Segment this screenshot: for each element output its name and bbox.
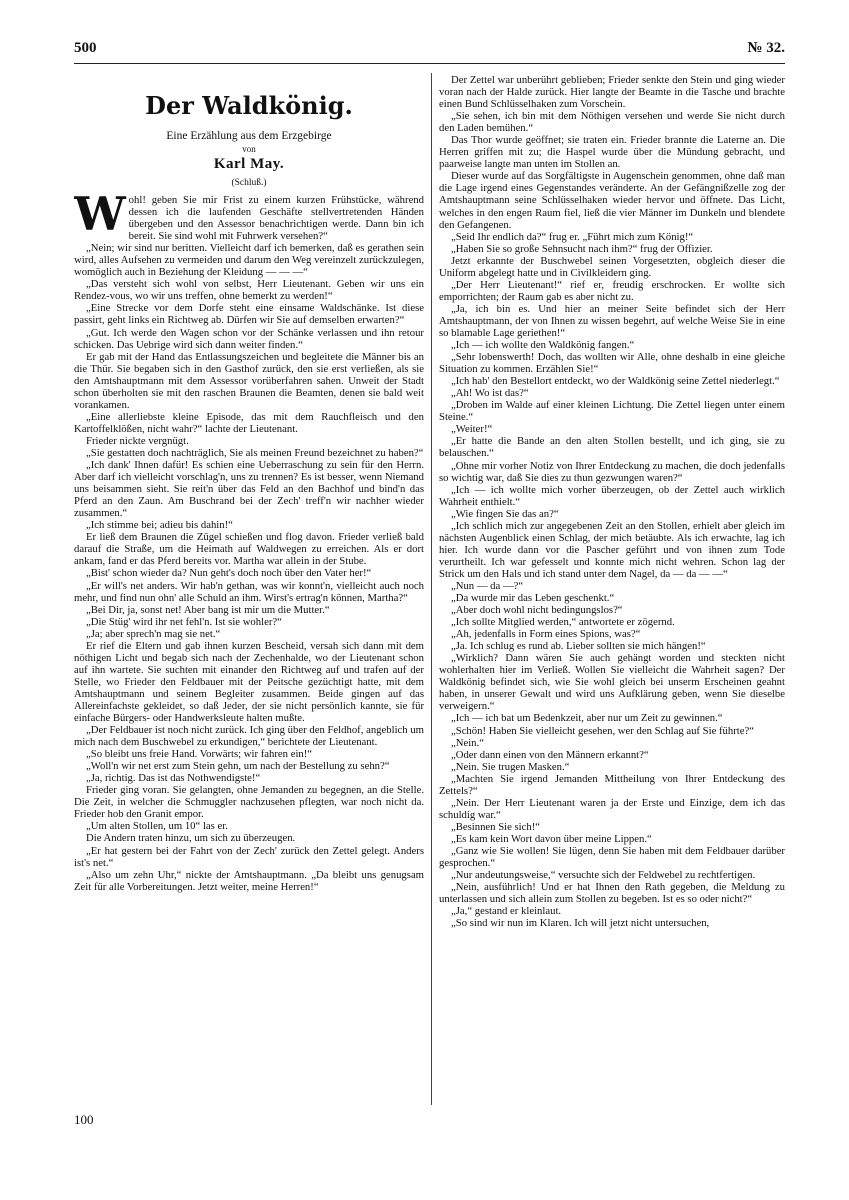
paragraph: „Der Feldbauer ist noch nicht zurück. Ich ging über den Feldhof, angeblich um mich nach dem Buschwebel zu erkundigen,“ berichtete der Lieutenant. [74, 724, 424, 749]
paragraph: Er rief die Eltern und gab ihnen kurzen Bescheid, versah sich dann mit dem nöthigen Licht und begab sich nach der Zechenhalde, wo der Lieutenant schon auf ihn wartete. Sie suchten mit einander den Richtweg auf und trafen auf der Stelle, wo Frieder den Feldbauer mit der Peitsche gezüchtigt hatte, mit dem Amtshauptmann und seinem Begleiter zusammen. Beide gingen auf das Allereinfachste gekleidet, so daß Jeder, der sie nicht persönlich kannte, sie für einfache Bürgers- oder Handwerksleute halten mußte. [74, 639, 424, 725]
article-title: Der Waldkönig. [145, 91, 353, 120]
paragraph: „Sie gestatten doch nachträglich, Sie als meinen Freund bezeichnet zu haben?“ [86, 446, 424, 459]
paragraph: „Gut. Ich werde den Wagen schon vor der Schänke verlassen und ihn retour schicken. Das Uebrige wird sich dann weiter finden.“ [74, 326, 424, 351]
paragraph: „Schön! Haben Sie vielleicht gesehen, wer den Schlag auf Sie führte?“ [451, 724, 754, 737]
paragraph: „So bleibt uns freie Hand. Vorwärts; wir fahren ein!“ [86, 748, 313, 761]
paragraph: „Der Herr Lieutenant!“ rief er, freudig erschrocken. Er wollte sich emporrichten; der Raum gab es aber nicht zu. [439, 278, 785, 303]
article-author: Karl May. [213, 156, 285, 172]
paragraph [74, 187, 424, 243]
paragraph: „Er hat gestern bei der Fahrt von der Zech' zurück den Zettel gelegt. Anders ist's net.“ [74, 844, 424, 869]
paragraph: „Ich stimme bei; adieu bis dahin!“ [86, 519, 233, 532]
paragraph: „Ja, richtig. Das ist das Nothwendigste!“ [86, 772, 261, 785]
paragraph: „Also um zehn Uhr,“ nickte der Amtshauptmann. „Da bleibt uns genugsam Zeit für alle Vorbereitungen. Jetzt weiter, meine Herren!“ [74, 868, 424, 893]
initial-letter: W [74, 187, 126, 241]
paragraph: „Weiter!“ [451, 423, 493, 436]
paragraph: „Sehr lobenswerth! Doch, das wollten wir Alle, ohne deshalb in eine gleiche Situation zu kommen. Erzählen Sie!“ [439, 351, 785, 376]
footer-number: 100 [74, 1112, 94, 1127]
right-paragraphs [439, 74, 785, 929]
column-divider [431, 73, 432, 1105]
paragraph: „Ja,“ gestand er kleinlaut. [451, 905, 562, 918]
paragraph: „Ja, ich bin es. Und hier an meiner Seite befindet sich der Herr Amtshauptmann, der von Ihnen zu wissen begehrt, auf welche Weise Sie in eine so blamable Lage geriethen!“ [439, 302, 785, 339]
paragraph: Frieder ging voran. Sie gelangten, ohne Jemanden zu begegnen, an die Stelle. Die Zeit, in welcher die Schmuggler nachzusehen pflegten, war noch nicht da. Frieder hob den Granit empor. [74, 784, 424, 821]
paragraph: „Nein.“ [451, 736, 484, 749]
paragraph: „Machten Sie irgend Jemanden Mittheilung von Ihrer Entdeckung des Zettels?“ [439, 772, 785, 797]
paragraph: „Eine Strecke vor dem Dorfe steht eine einsame Waldschänke. Ist diese passirt, geht links ein Richtweg ab. Dürfen wir Sie auf demselben erwarten?“ [74, 302, 424, 327]
paragraph: „Seid Ihr endlich da?“ frug er. „Führt mich zum König!“ [451, 230, 694, 243]
paragraph: „Er will's net anders. Wir hab'n gethan, was wir konnt'n, vielleicht auch noch mehr, und find nun ohn' alle Schuld an ihm. Wirst's ertrag'n können, Martha?“ [74, 579, 424, 604]
article-von: von [242, 144, 256, 154]
paragraph: „Droben im Walde auf einer kleinen Lichtung. Die Zettel liegen unter einem Steine.“ [439, 399, 785, 424]
paragraph: Jetzt erkannte der Buschwebel seinen Vorgesetzten, obgleich dieser die Uniform abgelegt hatte und in Civilkleidern ging. [439, 254, 785, 279]
paragraph: „Aber doch wohl nicht bedingungslos?“ [451, 604, 623, 617]
paragraph: „Sie sehen, ich bin mit dem Nöthigen versehen und werde Sie nicht durch den Laden bemühen.“ [439, 110, 785, 135]
header-rule [74, 63, 785, 64]
paragraph: Das Thor wurde geöffnet; sie traten ein. Frieder brannte die Laterne an. Die Herren griffen mit zu; die Haspel wurde über die Mündung gebracht, und paarweise langte man unten im Stollen an. [439, 134, 785, 171]
article-subtitle: Eine Erzählung aus dem Erzgebirge [166, 130, 332, 142]
paragraph: „Haben Sie so große Sehnsucht nach ihm?“ frug der Offizier. [451, 242, 713, 255]
paragraph: „Bei Dir, ja, sonst net! Aber bang ist mir um die Mutter.“ [86, 603, 330, 616]
page-number: 500 [74, 40, 97, 56]
paragraph: „Besinnen Sie sich!“ [451, 820, 541, 833]
paragraph: „Eine allerliebste kleine Episode, das mit dem Rauchfleisch und den Kartoffelklößen, nicht wahr?“ lachte der Lieutenant. [74, 410, 424, 435]
paragraph: „Nein; wir sind nur beritten. Vielleicht darf ich bemerken, daß es gerathen sein wird, alles Aufsehen zu vermeiden und darum den Weg vereinzelt zurückzulegen, womöglich auch in Beziehung der Kleidung — — —“ [74, 242, 424, 279]
article-note: (Schluß.) [231, 178, 267, 188]
paragraph: „Oder dann einen von den Männern erkannt?“ [451, 748, 649, 761]
paragraph: „Ohne mir vorher Notiz von Ihrer Entdeckung zu machen, die doch jedenfalls so wichtig war, daß Sie dies zu thun gezwungen waren?“ [439, 459, 785, 484]
paragraph: „Ich sollte Mitglied werden,“ antwortete er zögernd. [451, 616, 675, 629]
paragraph: „Er hatte die Bande an den alten Stollen bestellt, und ich ging, sie zu belauschen.“ [439, 435, 785, 460]
issue-number: № 32. [747, 40, 785, 56]
paragraph: „Da wurde mir das Leben geschenkt.“ [451, 592, 615, 605]
right-column [439, 74, 785, 1109]
paragraph: „Ich — ich bat um Bedenkzeit, aber nur um Zeit zu gewinnen.“ [451, 712, 723, 725]
paragraph: „Ich — ich wollte den Waldkönig fangen.“ [451, 339, 635, 352]
paragraph: „Nur andeutungsweise,“ versuchte sich der Feldwebel zu rechtfertigen. [451, 869, 756, 882]
paragraph: „Das versteht sich wohl von selbst, Herr Lieutenant. Geben wir uns ein Rendez-vous, wo wir uns treffen, ohne bemerkt zu werden!“ [74, 278, 424, 303]
paragraph: Frieder nickte vergnügt. [86, 434, 189, 447]
left-column [74, 74, 424, 1109]
paragraph: Die Andern traten hinzu, um sich zu überzeugen. [86, 832, 296, 845]
paragraph: „Wie fingen Sie das an?“ [451, 507, 559, 520]
left-paragraphs [74, 187, 424, 893]
paragraph: „Ich — ich wollte mich vorher überzeugen, ob der Zettel auch wirklich Wahrheit enthielt.“ [439, 483, 785, 508]
paragraph: „Nein, ausführlich! Und er hat Ihnen den Rath gegeben, die Meldung zu unterlassen und sich allein zum Stollen zu begeben. Ist es so oder nicht?“ [439, 881, 785, 906]
paragraph: „Um alten Stollen, um 10“ las er. [86, 820, 228, 833]
paragraph: „Es kam kein Wort davon über meine Lippen.“ [451, 832, 652, 845]
paragraph: „Ah! Wo ist das?“ [451, 387, 529, 400]
paragraph: „Wirklich? Dann wären Sie auch gehängt worden und steckten nicht wohlerhalten hier im Verließ. Wollen Sie vielleicht die Wahrheit sagen? Der Waldkönig befindet sich, wie Sie wohl gleich bei unserm Erscheinen geahnt haben, in unserer Gewalt und wird uns Aufklärung geben, wenn Sie dieselbe verweigern.“ [439, 652, 785, 713]
paragraph: „Ganz wie Sie wollen! Sie lügen, denn Sie haben mit dem Feldbauer darüber gesprochen.“ [439, 845, 785, 870]
paragraph: „Nein. Sie trugen Masken.“ [451, 760, 570, 773]
paragraph: „Ja; aber sprech'n mag sie net.“ [86, 627, 221, 640]
paragraph: „Ich dank' Ihnen dafür! Es schien eine Ueberraschung zu sein für den Herrn. Aber darf ich vielleicht vorschlag'n, uns zu trennen? Es ist besser, wenn Niemand uns beisammen sieht. Sie reit'n über das Feld an den Bachhof und bind'n das Pferd an den Zaun. Am Buschrand bei der Zech' treff'n wir nachher wieder zusammen.“ [74, 459, 424, 520]
paragraph: „So sind wir nun im Klaren. Ich will jetzt nicht untersuchen, [451, 917, 710, 930]
paragraph: „Ich hab' den Bestellort entdeckt, wo der Waldkönig seine Zettel niederlegt.“ [451, 375, 780, 388]
paragraph: „Ah, jedenfalls in Form eines Spions, was?“ [451, 628, 641, 641]
paragraph: „Nun — da —?“ [451, 579, 524, 592]
paragraph-text: ohl! geben Sie mir Frist zu einem kurzen Frühstücke, während dessen ich die laufenden Geschäfte stellvertretenden Händen übergeben und den Assessor benachrichtigen werde. Dann bin ich bereit. Sie sind wohl mit Fuhrwerk versehen?“ [128, 194, 424, 243]
paragraph: Er ließ dem Braunen die Zügel schießen und flog davon. Frieder verließ bald darauf die Straße, um die Heimath auf Waldwegen zu erreichen. Als er dort ankam, fand er das Pferd bereits vor. Martha war allein in der Stube. [74, 531, 424, 568]
paragraph: „Woll'n wir net erst zum Stein gehn, um nach der Bestellung zu sehn?“ [86, 760, 390, 773]
paragraph: „Nein. Der Herr Lieutenant waren ja der Erste und Einzige, dem ich das schuldig war.“ [439, 796, 785, 821]
paragraph: Der Zettel war unberührt geblieben; Frieder senkte den Stein und ging wieder voran nach der Halde zurück. Hier langte der Beamte in die Tasche und brachte einen Bund Schlüsselhaken zum Vorschein. [439, 74, 785, 111]
paragraph: Dieser wurde auf das Sorgfältigste in Augenschein genommen, ohne daß man die Lage irgend eines Gegenstandes veränderte. An der Gefängnißzelle zog der Amtshauptmann seine Schlüsselhaken wieder hervor und öffnete. Das Licht, welches in den engen Raum fiel, ließ die vier Männer im Dunkeln und blendete den Gefangenen. [439, 170, 785, 231]
paragraph: „Die Stüg' wird ihr net fehl'n. Ist sie wohler?“ [86, 615, 282, 628]
paragraph: „Ich schlich mich zur angegebenen Zeit an den Stollen, erhielt aber gleich im nächsten Augenblick einen Schlag, der mich betäubte. Als ich erwachte, lag ich hier. Ich wurde dann vor die Pascher geführt und von ihnen zum Tode verurtheilt. Ich war gefesselt und konnte mich nicht wehren. Schon lag der Strick um den Hals und ich stand unter dem Nagel, da — da — —“ [439, 519, 785, 580]
paragraph: „Bist' schon wieder da? Nun geht's doch noch über den Vater her!“ [86, 567, 372, 580]
paragraph: „Ja. Ich schlug es rund ab. Lieber sollten sie mich hängen!“ [451, 640, 706, 653]
paragraph: Er gab mit der Hand das Entlassungszeichen und begleitete die Männer bis an die Thür. Sie begaben sich in den Gasthof zurück, den sie erst verließen, als sie den Amtshauptmann mit dem Assessor vorüberfahren sahen. Unweit der Stadt schon überholten sie mit den raschen Braunen die Beamten, denen sie bald weit vorankamen. [74, 350, 424, 411]
